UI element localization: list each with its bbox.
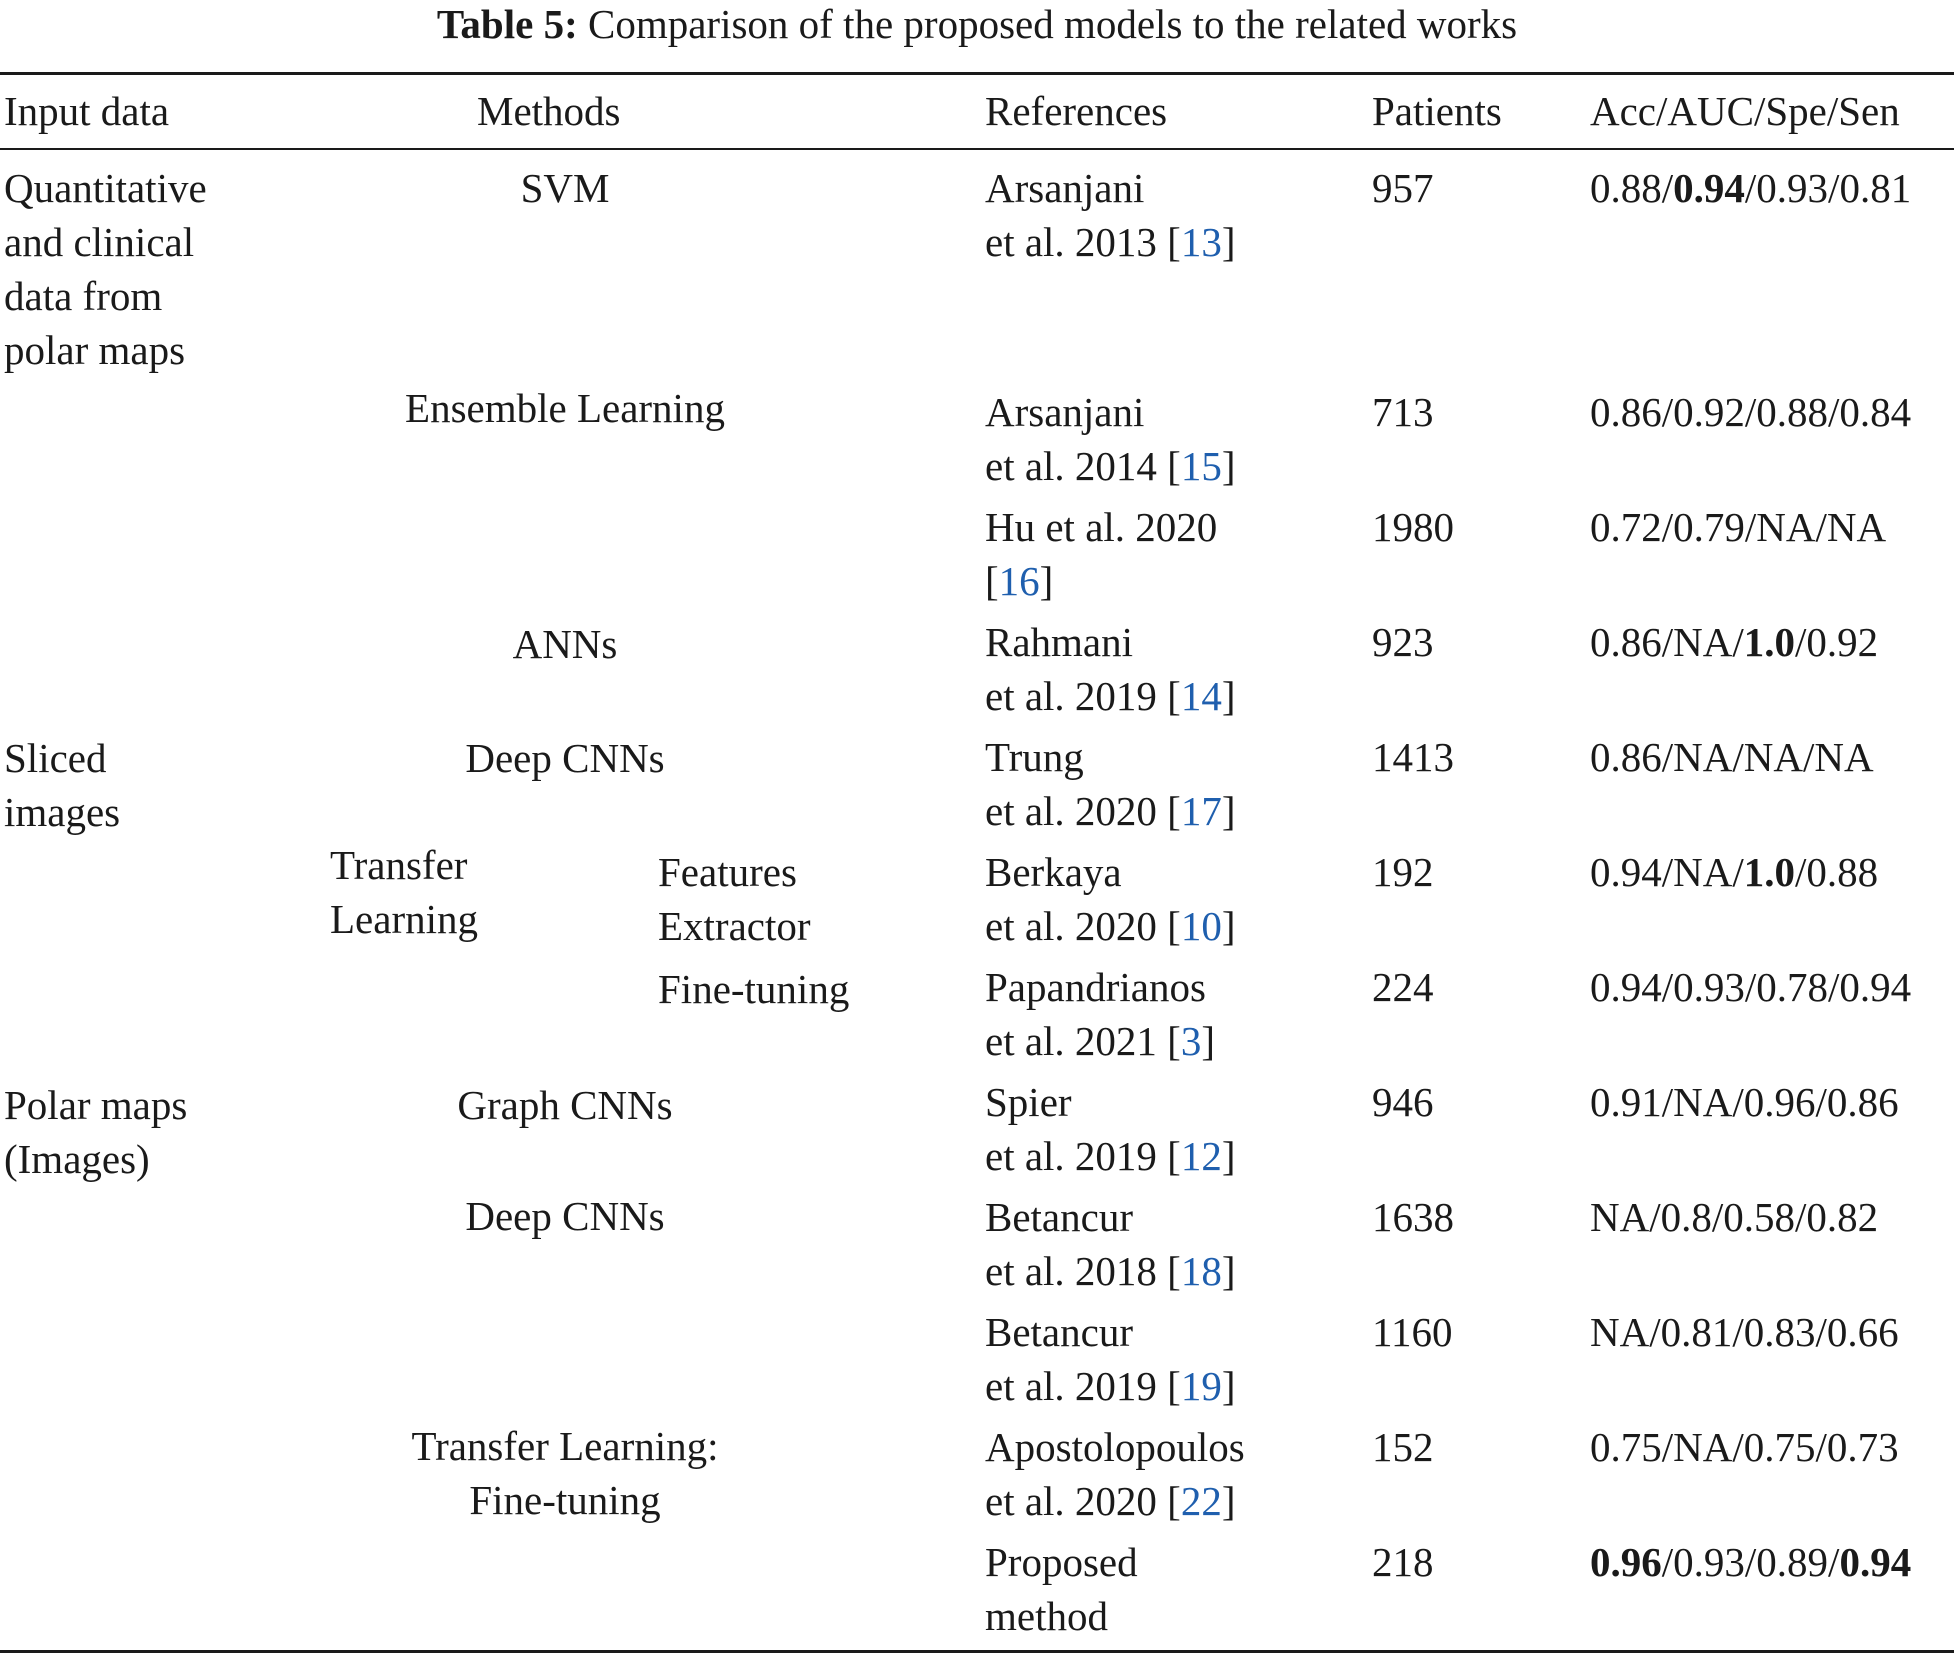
citation-link[interactable]: 19 (1180, 1363, 1222, 1409)
citation-link[interactable]: 3 (1180, 1018, 1202, 1064)
input-line: polar maps (4, 327, 186, 373)
metric-segment: 0.72/0.79/NA/NA (1590, 504, 1887, 550)
patients-cell: 923 (1372, 619, 1434, 665)
reference-line (985, 899, 1236, 953)
reference-line: Betancur (985, 1194, 1133, 1240)
metrics-cell (1590, 615, 1878, 669)
metrics-cell (1590, 385, 1911, 439)
citation-link[interactable]: 12 (1180, 1133, 1222, 1179)
reference-bracket: ] (1221, 673, 1236, 719)
metrics-cell (1590, 1305, 1899, 1359)
method-anns: ANNs (512, 621, 618, 667)
caption-label: Table 5: (436, 1, 578, 47)
reference-text: et al. 2019 [ (985, 673, 1181, 719)
metric-segment: 0.91/NA/0.96/0.86 (1590, 1079, 1899, 1125)
metric-segment: 1.0 (1743, 619, 1795, 665)
reference-line (985, 784, 1236, 838)
reference-line: Arsanjani (985, 165, 1145, 211)
reference-text: method (985, 1593, 1108, 1639)
patients-cell: 224 (1372, 964, 1434, 1010)
reference-line: Betancur (985, 1309, 1133, 1355)
input-line: images (4, 789, 121, 835)
input-line: Quantitative (4, 165, 207, 211)
reference-line (985, 439, 1236, 493)
metrics-cell (1590, 1190, 1878, 1244)
patients-cell: 713 (1372, 389, 1434, 435)
reference-text: [ (985, 558, 999, 604)
reference-line: Papandrianos (985, 964, 1206, 1010)
metric-segment: /0.88 (1795, 849, 1879, 895)
reference-line (985, 1474, 1236, 1528)
input-line: Polar maps (4, 1082, 188, 1128)
citation-link[interactable]: 10 (1180, 903, 1222, 949)
patients-cell: 1638 (1372, 1194, 1454, 1240)
reference-bracket: ] (1221, 1363, 1236, 1409)
reference-bracket: ] (1201, 1018, 1215, 1064)
method-fine-tuning: Fine-tuning (658, 966, 850, 1012)
top-rule (0, 72, 1954, 75)
reference-text: et al. 2020 [ (985, 788, 1181, 834)
method-transfer-learning: Learning (330, 896, 478, 942)
metric-segment: NA/0.81/0.83/0.66 (1590, 1309, 1899, 1355)
reference-line (985, 1589, 1108, 1643)
bottom-rule (0, 1650, 1954, 1653)
reference-text: et al. 2021 [ (985, 1018, 1181, 1064)
citation-link[interactable]: 18 (1180, 1248, 1222, 1294)
reference-line (985, 1014, 1215, 1068)
header-input-data: Input data (4, 88, 170, 134)
method-svm: SVM (520, 165, 610, 211)
reference-line (985, 1359, 1236, 1413)
metric-segment: 0.94 (1673, 165, 1745, 211)
patients-cell: 946 (1372, 1079, 1434, 1125)
metric-segment: 0.96 (1590, 1539, 1662, 1585)
reference-line: Proposed (985, 1539, 1138, 1585)
input-line: data from (4, 273, 163, 319)
patients-cell: 957 (1372, 165, 1434, 211)
patients-cell: 1980 (1372, 504, 1454, 550)
metrics-cell (1590, 845, 1878, 899)
metric-segment: 0.94 (1839, 1539, 1912, 1585)
reference-line (985, 1244, 1236, 1298)
reference-text: et al. 2013 [ (985, 219, 1181, 265)
patients-cell: 1413 (1372, 734, 1454, 780)
input-line: and clinical (4, 219, 195, 265)
metric-segment: 0.86/NA/ (1590, 619, 1744, 665)
patients-cell: 152 (1372, 1424, 1434, 1470)
reference-bracket: ] (1221, 1248, 1236, 1294)
metric-segment: 0.86/NA/NA/NA (1590, 734, 1874, 780)
metrics-cell (1590, 1535, 1911, 1589)
metrics-cell (1590, 730, 1874, 784)
metric-segment: /0.92 (1795, 619, 1879, 665)
metrics-cell (1590, 500, 1886, 554)
input-line: Sliced (4, 735, 107, 781)
reference-line: Spier (985, 1079, 1072, 1125)
reference-line: Rahmani (985, 619, 1134, 665)
metric-segment: 0.88/ (1590, 165, 1674, 211)
method-transfer-learning-fine-tuning: Fine-tuning (469, 1477, 661, 1523)
reference-line (985, 1129, 1236, 1183)
reference-text: et al. 2014 [ (985, 443, 1181, 489)
citation-link[interactable]: 17 (1180, 788, 1222, 834)
method-features-extractor: Extractor (658, 903, 811, 949)
method-transfer-learning: Transfer (330, 842, 468, 888)
citation-link[interactable]: 22 (1180, 1478, 1222, 1524)
caption-text: Comparison of the proposed models to the related works (587, 1, 1518, 47)
table-caption (0, 0, 1954, 48)
metric-segment: 1.0 (1743, 849, 1795, 895)
metric-segment: NA/0.8/0.58/0.82 (1590, 1194, 1879, 1240)
patients-cell: 218 (1372, 1539, 1434, 1585)
reference-line (985, 669, 1236, 723)
method-ensemble-learning: Ensemble Learning (405, 385, 725, 431)
reference-line: Hu et al. 2020 (985, 504, 1218, 550)
metrics-cell (1590, 1075, 1899, 1129)
metric-segment: /0.93/0.89/ (1661, 1539, 1840, 1585)
reference-line (985, 215, 1236, 269)
header-references: References (985, 88, 1168, 134)
metrics-cell (1590, 1420, 1899, 1474)
reference-text: et al. 2020 [ (985, 903, 1181, 949)
reference-bracket: ] (1221, 1478, 1236, 1524)
method-transfer-learning-fine-tuning: Transfer Learning: (411, 1423, 719, 1469)
header-methods: Methods (477, 88, 621, 134)
reference-bracket: ] (1221, 1133, 1236, 1179)
metric-segment: /0.93/0.81 (1744, 165, 1912, 211)
citation-link[interactable]: 14 (1180, 673, 1222, 719)
metric-segment: 0.75/NA/0.75/0.73 (1590, 1424, 1899, 1470)
reference-bracket: ] (1039, 558, 1054, 604)
reference-line: Berkaya (985, 849, 1122, 895)
reference-text: et al. 2020 [ (985, 1478, 1181, 1524)
reference-bracket: ] (1221, 443, 1236, 489)
metrics-cell (1590, 161, 1911, 215)
method-deep-cnns: Deep CNNs (465, 735, 665, 781)
reference-line: Apostolopoulos (985, 1424, 1245, 1470)
reference-text: et al. 2019 [ (985, 1133, 1181, 1179)
header-metrics: Acc/AUC/Spe/Sen (1590, 88, 1900, 134)
method-deep-cnns: Deep CNNs (465, 1193, 665, 1239)
metrics-cell (1590, 960, 1911, 1014)
reference-bracket: ] (1221, 788, 1236, 834)
method-features-extractor: Features (658, 849, 797, 895)
metric-segment: 0.86/0.92/0.88/0.84 (1590, 389, 1912, 435)
patients-cell: 192 (1372, 849, 1434, 895)
reference-text: et al. 2018 [ (985, 1248, 1181, 1294)
metric-segment: 0.94/0.93/0.78/0.94 (1590, 964, 1912, 1010)
reference-line: Arsanjani (985, 389, 1145, 435)
reference-bracket: ] (1221, 903, 1236, 949)
citation-link[interactable]: 13 (1180, 219, 1222, 265)
header-rule (0, 148, 1954, 150)
reference-line: Trung (985, 734, 1084, 780)
input-line: (Images) (4, 1136, 150, 1182)
reference-text: et al. 2019 [ (985, 1363, 1181, 1409)
header-patients: Patients (1372, 88, 1502, 134)
citation-link[interactable]: 15 (1180, 443, 1222, 489)
reference-line (985, 554, 1053, 608)
method-graph-cnns: Graph CNNs (457, 1082, 673, 1128)
metric-segment: 0.94/NA/ (1590, 849, 1744, 895)
citation-link[interactable]: 16 (998, 558, 1040, 604)
reference-bracket: ] (1221, 219, 1236, 265)
patients-cell: 1160 (1372, 1309, 1453, 1355)
